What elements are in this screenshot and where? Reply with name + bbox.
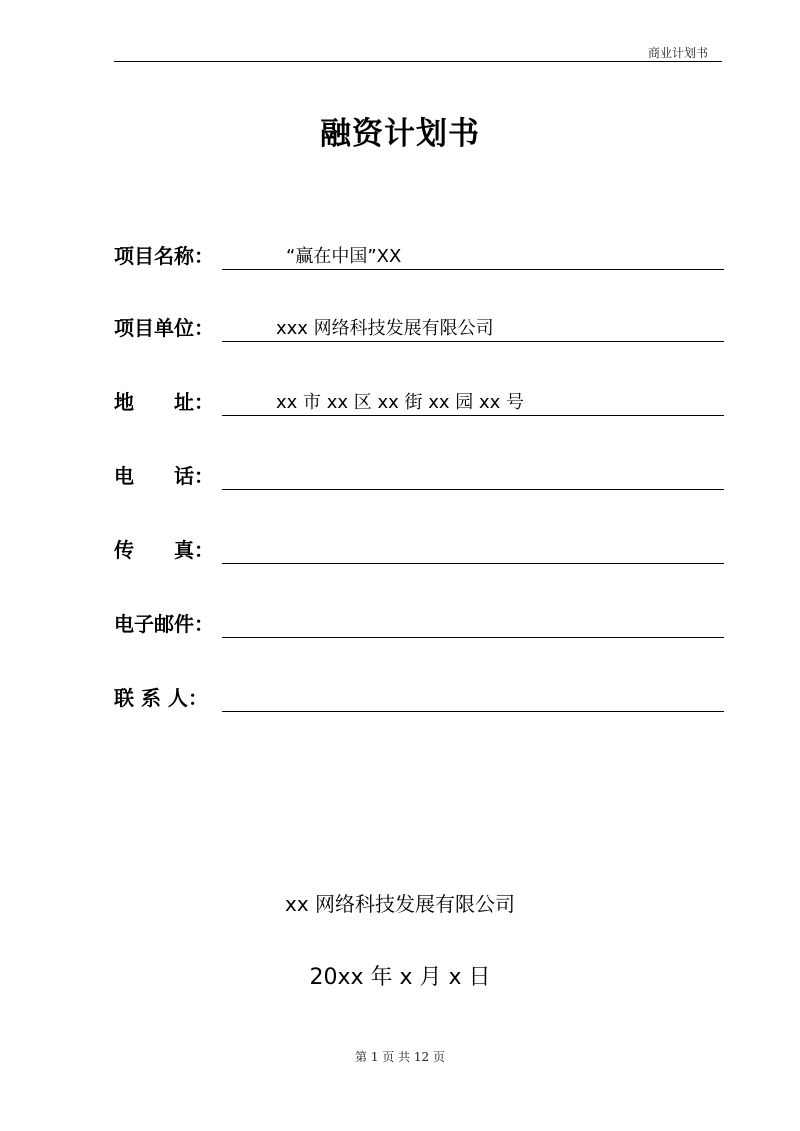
field-value: “赢在中国”XX	[286, 246, 402, 267]
field-value: xxx 网络科技发展有限公司	[276, 318, 494, 339]
header-divider	[114, 61, 722, 62]
field-underline	[222, 341, 724, 342]
field-project-unit	[114, 308, 724, 342]
field-project-name	[114, 236, 724, 270]
page-number: 第 1 页 共 12 页	[355, 1050, 445, 1064]
field-label: 电 话：	[114, 464, 214, 488]
field-label: 项目名称：	[114, 244, 214, 268]
field-address	[114, 382, 724, 416]
field-underline	[222, 415, 724, 416]
company-name: xx 网络科技发展有限公司	[284, 892, 516, 916]
field-underline	[222, 637, 724, 638]
running-header-title: 商业计划书	[647, 46, 708, 60]
field-label: 电子邮件：	[114, 612, 214, 636]
field-underline	[222, 489, 724, 490]
field-email	[114, 604, 724, 638]
field-label: 地 址：	[114, 390, 214, 414]
field-underline	[222, 269, 724, 270]
field-label: 项目单位：	[114, 316, 214, 340]
field-label: 传 真：	[114, 538, 214, 562]
field-contact-person	[114, 678, 724, 712]
field-phone	[114, 456, 724, 490]
field-fax	[114, 530, 724, 564]
field-value: xx 市 xx 区 xx 街 xx 园 xx 号	[276, 392, 525, 413]
document-title: 融资计划书	[320, 116, 480, 152]
field-underline	[222, 563, 724, 564]
field-label: 联 系 人：	[114, 686, 208, 710]
document-date: 20xx 年 x 月 x 日	[309, 965, 491, 990]
field-underline	[222, 711, 724, 712]
